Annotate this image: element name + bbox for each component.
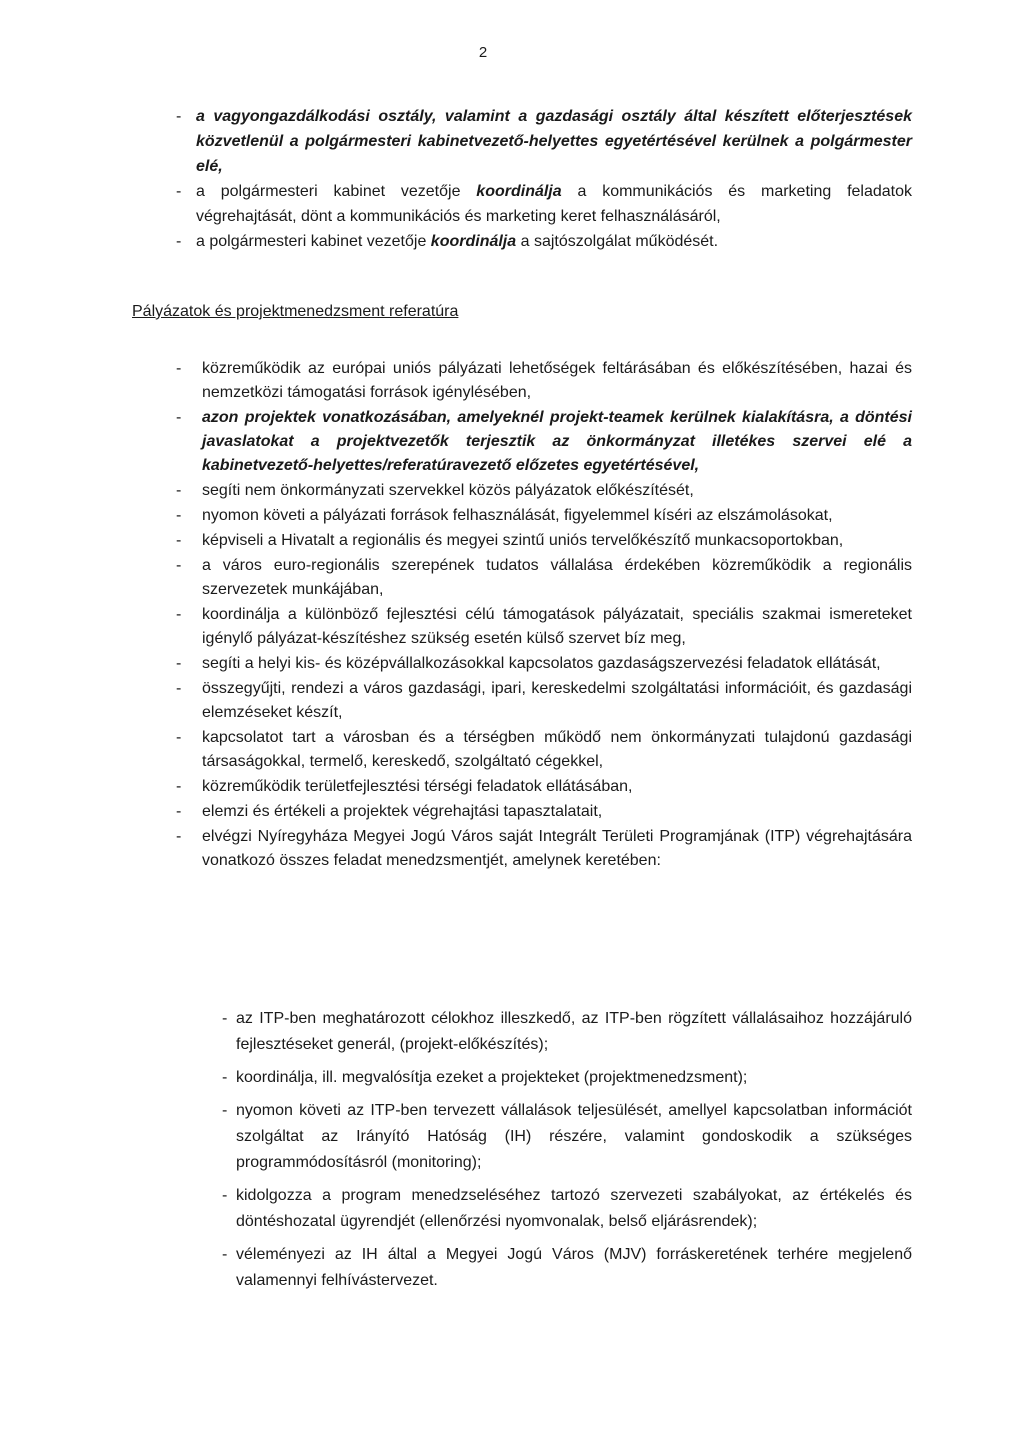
text-run: kapcsolatot tart a városban és a térségben működő nem önkormányzati tulajdonú gazdasági társaságokkal, termelő, kereskedő, szolgáltató cégekkel, [202, 729, 912, 770]
text-run: összegyűjti, rendezi a város gazdasági, ipari, kereskedelmi szolgáltatási információit, és gazdasági elemzéseket készít, [202, 680, 912, 721]
list-item [176, 726, 912, 774]
list-item [176, 652, 912, 676]
list-item [176, 406, 912, 478]
list-item [176, 554, 912, 602]
list-item [176, 479, 912, 503]
list-item-text [236, 1183, 912, 1235]
text-run: az ITP-ben meghatározott célokhoz illeszkedő, az ITP-ben rögzített vállalásaihoz hozzájáruló fejlesztéseket generál, (projekt-előkészítés); [236, 1010, 912, 1053]
list-item-text [202, 479, 912, 503]
bullet-dash: - [222, 1069, 228, 1086]
text-run: elemzi és értékeli a projektek végrehajtási tapasztalatait, [202, 803, 603, 820]
list-item [176, 504, 912, 528]
bullet-dash: - [222, 1187, 228, 1204]
bullet-dash: - [222, 1102, 228, 1119]
list-item [176, 104, 912, 179]
list-item-text [236, 1242, 912, 1294]
list-item [222, 1006, 912, 1058]
text-run: koordinálja [430, 233, 517, 250]
itp-sublist [222, 1006, 912, 1301]
list-item-text [196, 179, 912, 229]
intro-list [176, 104, 912, 254]
text-run: segíti a helyi kis- és középvállalkozásokkal kapcsolatos gazdaságszervezési feladatok ellátását, [202, 655, 881, 672]
text-run: a vagyongazdálkodási osztály, valamint a gazdasági osztály által készített előterjesztések közvetlenül a polgármesteri kabinetvezető-helyettes egyetértésével kerülnek a polgármester elé, [196, 108, 912, 175]
list-item [176, 603, 912, 651]
text-run: koordinálja a különböző fejlesztési célú támogatások pályázatait, speciális szakmai ismereteket igénylő pályázat-készítéshez szükség esetén külső szervet bíz meg, [202, 606, 912, 647]
bullet-dash: - [176, 557, 182, 574]
list-item [176, 229, 912, 254]
list-item-text [202, 529, 912, 553]
bullet-dash: - [176, 655, 182, 672]
bullet-dash: - [176, 803, 182, 820]
list-item [222, 1183, 912, 1235]
duties-list [176, 357, 912, 874]
text-run: a polgármesteri kabinet vezetője [196, 233, 431, 250]
list-item-text [202, 406, 912, 478]
list-item [222, 1242, 912, 1294]
list-item-text [202, 775, 912, 799]
bullet-dash: - [176, 183, 182, 200]
section-heading: Pályázatok és projektmenedzsment referatúra [132, 303, 459, 320]
text-run: koordinálja, ill. megvalósítja ezeket a projekteket (projektmenedzsment); [236, 1069, 748, 1086]
list-item-text [202, 800, 912, 824]
list-item-text [236, 1006, 912, 1058]
list-item [222, 1065, 912, 1091]
text-run: a sajtószolgálat működését. [516, 233, 719, 250]
bullet-dash: - [176, 532, 182, 549]
bullet-dash: - [176, 409, 182, 426]
bullet-dash: - [222, 1010, 228, 1027]
bullet-dash: - [176, 108, 182, 125]
text-run: kidolgozza a program menedzseléséhez tartozó szervezeti szabályokat, az értékelés és döntéshozatal ügyrendjét (ellenőrzési nyomvonalak, belső eljárásrendek); [236, 1187, 912, 1230]
list-item-text [202, 357, 912, 405]
list-item-text [196, 229, 912, 254]
list-item-text [202, 825, 912, 873]
text-run: koordinálja [476, 183, 562, 200]
text-run: a polgármesteri kabinet vezetője [196, 183, 477, 200]
bullet-dash: - [176, 233, 182, 250]
text-run: segíti nem önkormányzati szervekkel közös pályázatok előkészítését, [202, 482, 694, 499]
text-run: a kommunikációs és marketing feladatok végrehajtását, dönt a kommunikációs és marketing keret felhasználásáról, [196, 183, 912, 225]
bullet-dash: - [176, 482, 182, 499]
list-item-text [202, 554, 912, 602]
list-item [176, 825, 912, 873]
bullet-dash: - [176, 828, 182, 845]
text-run: a város euro-regionális szerepének tudatos vállalása érdekében közreműködik a regionális szervezetek munkájában, [202, 557, 912, 598]
text-run: képviseli a Hivatalt a regionális és megyei szintű uniós tervelőkészítő munkacsoportokban, [202, 532, 844, 549]
bullet-dash: - [176, 778, 182, 795]
bullet-dash: - [176, 680, 182, 697]
list-item-text [196, 104, 912, 179]
list-item [176, 357, 912, 405]
list-item [176, 529, 912, 553]
list-item-text [202, 652, 912, 676]
bullet-dash: - [176, 360, 182, 377]
page-number: 2 [478, 44, 488, 61]
list-item [176, 179, 912, 229]
text-run: közreműködik az európai uniós pályázati lehetőségek feltárásában és előkészítésében, hazai és nemzetközi támogatási források igénylésében, [202, 360, 912, 401]
text-run: véleményezi az IH által a Megyei Jogú Város (MJV) forráskeretének terhére megjelenő valamennyi felhívástervezet. [236, 1246, 912, 1289]
bullet-dash: - [176, 606, 182, 623]
list-item-text [202, 603, 912, 651]
bullet-dash: - [176, 507, 182, 524]
list-item-text [202, 677, 912, 725]
text-run: elvégzi Nyíregyháza Megyei Jogú Város saját Integrált Területi Programjának (ITP) végrehajtására vonatkozó összes feladat menedzsmentjét, amelynek keretében: [202, 828, 912, 869]
text-run: közreműködik területfejlesztési térségi feladatok ellátásában, [202, 778, 633, 795]
list-item-text [236, 1065, 912, 1091]
text-run: azon projektek vonatkozásában, amelyeknél projekt-teamek kerülnek kialakításra, a döntési javaslatokat a projektvezetők terjesztik az önkormányzat illetékes szervei elé a kabinetvezető-helyettes/referatúravezető előzetes egyetértésével, [202, 409, 912, 474]
list-item [176, 775, 912, 799]
text-run: nyomon követi az ITP-ben tervezett vállalások teljesülését, amellyel kapcsolatban információt szolgáltat az Irányító Hatóság (IH) részére, valamint gondoskodik a szükséges programmódosításról (monitoring); [236, 1102, 912, 1171]
list-item-text [236, 1098, 912, 1176]
list-item [176, 677, 912, 725]
bullet-dash: - [222, 1246, 228, 1263]
list-item-text [202, 726, 912, 774]
text-run: nyomon követi a pályázati források felhasználását, figyelemmel kíséri az elszámolásokat, [202, 507, 833, 524]
list-item [222, 1098, 912, 1176]
list-item-text [202, 504, 912, 528]
list-item [176, 800, 912, 824]
bullet-dash: - [176, 729, 182, 746]
